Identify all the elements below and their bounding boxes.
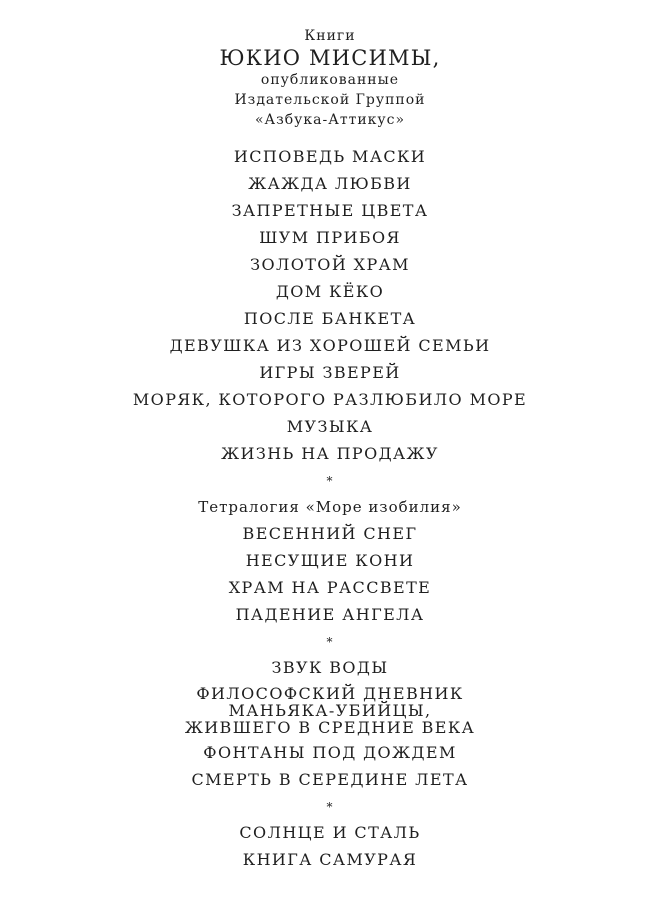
series-label: Тетралогия «Море изобилия» [198,498,462,516]
book-title: ПАДЕНИЕ АНГЕЛА [235,605,425,624]
titles-list [0,147,660,877]
book-title-line: МАНЬЯКА-УБИЙЦЫ, [228,701,432,720]
header-line-publisher-name: «Азбука-Аттикус» [254,112,406,128]
book-title: КНИГА САМУРАЯ [242,850,418,869]
separator-star: * [326,800,334,814]
book-title: ДОМ КЁКО [275,282,385,301]
separator-star: * [326,635,334,649]
book-title: СМЕРТЬ В СЕРЕДИНЕ ЛЕТА [191,770,469,789]
book-title: ПОСЛЕ БАНКЕТА [243,309,417,328]
book-title: ЗВУК ВОДЫ [271,658,389,677]
book-title: ВЕСЕННИЙ СНЕГ [242,524,418,543]
book-title: ИГРЫ ЗВЕРЕЙ [259,363,401,382]
book-title: НЕСУЩИЕ КОНИ [245,551,415,570]
header [0,26,660,130]
book-title: МУЗЫКА [286,417,374,436]
book-title: МОРЯК, КОТОРОГО РАЗЛЮБИЛО МОРЕ [132,390,528,409]
book-title: СОЛНЦЕ И СТАЛЬ [239,823,421,842]
book-title: ФОНТАНЫ ПОД ДОЖДЕМ [203,743,457,762]
book-title: ЖИЗНЬ НА ПРОДАЖУ [221,444,439,463]
book-title: ЗОЛОТОЙ ХРАМ [250,255,410,274]
book-title: ДЕВУШКА ИЗ ХОРОШЕЙ СЕМЬИ [169,336,491,355]
book-title: ЖАЖДА ЛЮБВИ [248,174,412,193]
header-line-books: Книги [304,28,356,44]
book-title: ШУМ ПРИБОЯ [259,228,401,247]
book-title: ХРАМ НА РАССВЕТЕ [228,578,432,597]
book-title-multiline [0,685,660,736]
header-line-published: опубликованные [260,72,400,88]
book-title-line: ФИЛОСОФСКИЙ ДНЕВНИК [196,684,464,703]
book-title-line: ЖИВШЕГО В СРЕДНИЕ ВЕКА [184,718,476,737]
book-title: ЗАПРЕТНЫЕ ЦВЕТА [231,201,429,220]
header-line-publisher-group: Издательской Группой [234,92,426,108]
book-title: ИСПОВЕДЬ МАСКИ [233,147,427,166]
author-name: ЮКИО МИСИМЫ, [219,46,441,70]
separator-star: * [326,474,334,488]
